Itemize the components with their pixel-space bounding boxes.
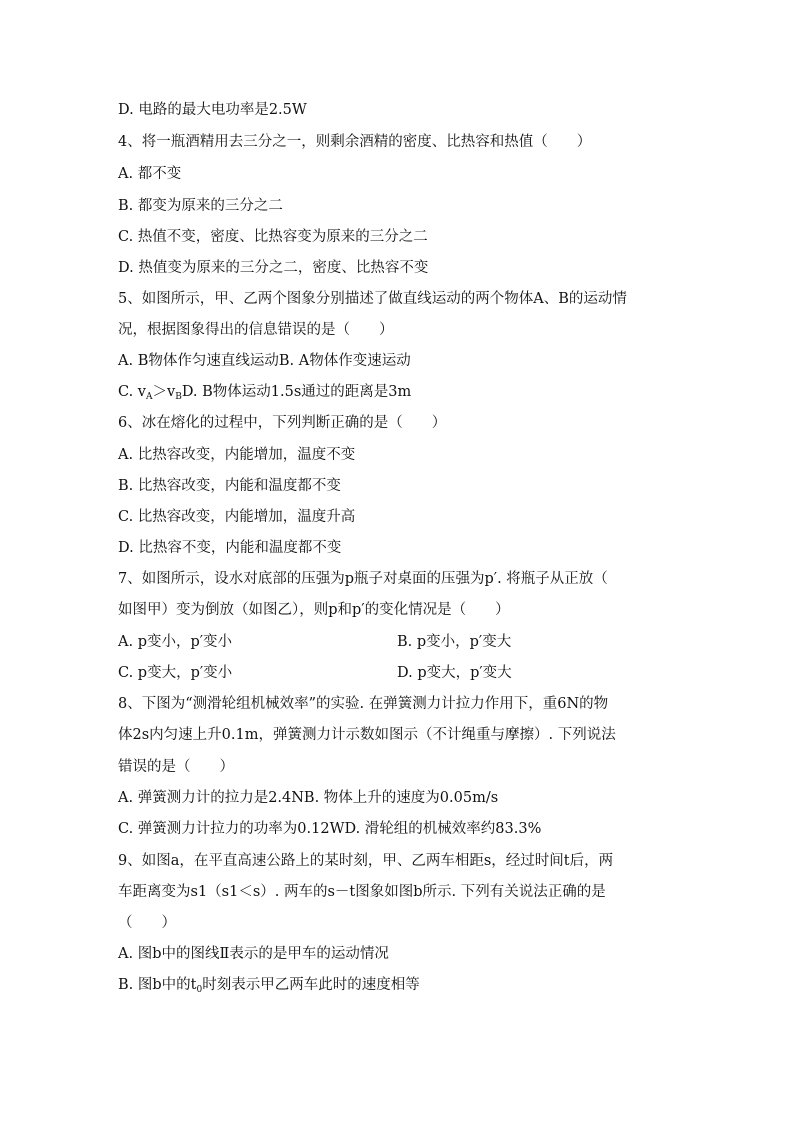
q7-stem-line1: 7、如图所示，设水对底部的压强为p瓶子对桌面的压强为p′. 将瓶子从正放（ bbox=[118, 571, 608, 587]
q3-option-d: D. 电路的最大电功率是2.5W bbox=[118, 102, 307, 118]
q4-option-a: A. 都不变 bbox=[118, 166, 182, 182]
q7-options-row1 bbox=[118, 632, 232, 652]
q7-option-d-line bbox=[397, 663, 512, 683]
q7-option-b: B. p变小，p′变大 bbox=[397, 634, 512, 650]
q6-stem: 6、冰在熔化的过程中，下列判断正确的是（ ） bbox=[118, 415, 447, 431]
q5-subscript-b: B bbox=[175, 392, 182, 402]
q6-option-c: C. 比热容改变，内能增加，温度升高 bbox=[118, 509, 356, 525]
q8-stem-line1: 8、下图为“测滑轮组机械效率”的实验. 在弹簧测力计拉力作用下，重6N的物 bbox=[118, 696, 609, 712]
q9-option-b bbox=[118, 975, 420, 1000]
q9-option-b-rest: 时刻表示甲乙两车此时的速度相等 bbox=[202, 977, 420, 993]
q5-options-ab: A. B物体作匀速直线运动B. A物体作变速运动 bbox=[118, 353, 411, 369]
q4-option-d: D. 热值变为原来的三分之二，密度、比热容不变 bbox=[118, 260, 429, 276]
q9-stem-line3: （ ） bbox=[118, 915, 176, 931]
q4-option-c: C. 热值不变，密度、比热容变为原来的三分之二 bbox=[118, 229, 428, 245]
q8-stem-line2: 体2s内匀速上升0.1m，弹簧测力计示数如图示（不计绳重与摩擦）. 下列说法 bbox=[118, 727, 616, 743]
q5-greater-than: ＞v bbox=[152, 384, 176, 400]
q5-option-c-prefix: C. v bbox=[118, 384, 146, 400]
q5-subscript-a: A bbox=[146, 392, 153, 402]
q5-options-cd bbox=[118, 382, 411, 407]
q6-option-d: D. 比热容不变，内能和温度都不变 bbox=[118, 540, 342, 556]
q9-option-a: A. 图b中的图线Ⅱ表示的是甲车的运动情况 bbox=[118, 946, 389, 962]
q8-stem-line3: 错误的是（ ） bbox=[118, 759, 234, 775]
q7-option-a: A. p变小，p′变小 bbox=[118, 634, 233, 650]
q4-option-b: B. 都变为原来的三分之二 bbox=[118, 198, 283, 214]
q5-stem-line1: 5、如图所示，甲、乙两个图象分别描述了做直线运动的两个物体A、B的运动情 bbox=[118, 291, 627, 307]
q6-option-a: A. 比热容改变，内能增加，温度不变 bbox=[118, 447, 356, 463]
q6-option-b: B. 比热容改变，内能和温度都不变 bbox=[118, 478, 341, 494]
q7-option-c: C. p变大，p′变小 bbox=[118, 665, 233, 681]
q5-stem-line2: 况，根据图象得出的信息错误的是（ ） bbox=[118, 322, 394, 338]
q8-options-ab: A. 弹簧测力计的拉力是2.4NB. 物体上升的速度为0.05m/s bbox=[118, 790, 499, 806]
q9-subscript-0: 0 bbox=[196, 985, 203, 995]
q7-option-b-line bbox=[397, 632, 511, 652]
q9-stem-line2: 车距离变为s1（s1＜s）. 两车的s－t图象如图b所示. 下列有关说法正确的是 bbox=[118, 884, 606, 900]
q5-option-d-text: D. B物体运动1.5s通过的距离是3m bbox=[181, 384, 412, 400]
q7-option-d: D. p变大，p′变大 bbox=[397, 665, 512, 681]
q7-stem-line2: 如图甲）变为倒放（如图乙），则p和p′的变化情况是（ ） bbox=[118, 602, 510, 618]
q4-stem: 4、将一瓶酒精用去三分之一，则剩余酒精的密度、比热容和热值（ ） bbox=[118, 134, 592, 150]
q8-options-cd: C. 弹簧测力计拉力的功率为0.12WD. 滑轮组的机械效率约83.3% bbox=[118, 821, 542, 837]
q9-option-b-prefix: B. 图b中的t bbox=[118, 977, 197, 993]
q7-options-row2 bbox=[118, 663, 232, 683]
q9-stem-line1: 9、如图a，在平直高速公路上的某时刻，甲、乙两车相距s，经过时间t后，两 bbox=[118, 853, 614, 869]
